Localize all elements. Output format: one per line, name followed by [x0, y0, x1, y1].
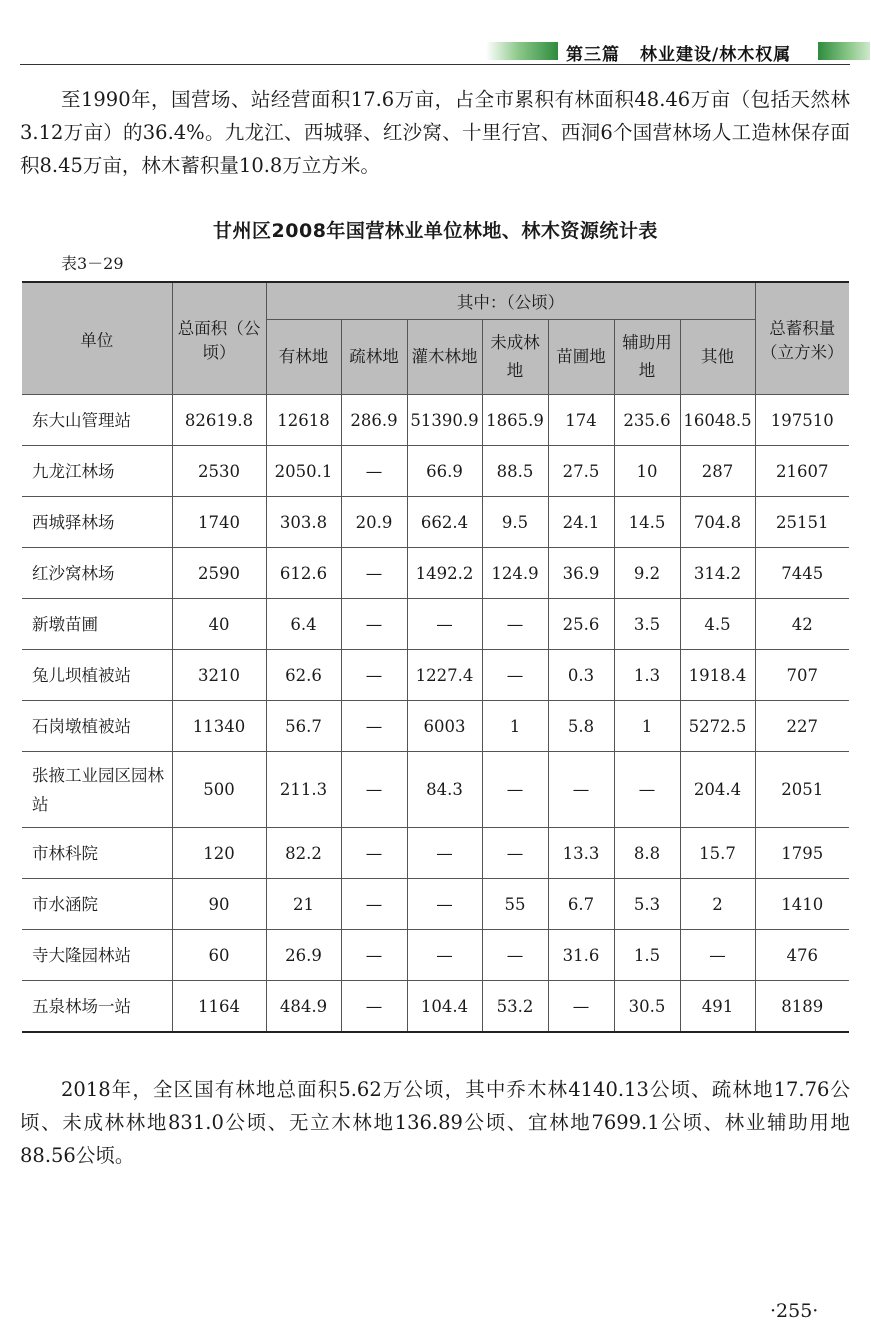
- cell-total-area: 11340: [172, 701, 266, 752]
- cell-total-area: 120: [172, 828, 266, 879]
- cell-volume: 1410: [755, 879, 849, 930]
- header-chapter: 林业建设/林木权属: [640, 45, 792, 65]
- cell-unforested: —: [482, 930, 548, 981]
- cell-sparse-forest: —: [341, 752, 407, 828]
- cell-sparse-forest: —: [341, 701, 407, 752]
- cell-other: 15.7: [680, 828, 755, 879]
- table-row: [22, 395, 849, 446]
- cell-unit: 寺大隆园林站: [22, 930, 172, 981]
- table-number: 表3－29: [61, 254, 124, 273]
- cell-nursery: 5.8: [548, 701, 614, 752]
- cell-unit: 张掖工业园区园林站: [22, 752, 172, 828]
- table-row: [22, 930, 849, 981]
- cell-unforested: —: [482, 599, 548, 650]
- cell-other: 287: [680, 446, 755, 497]
- cell-unforested: —: [482, 752, 548, 828]
- cell-nursery: 0.3: [548, 650, 614, 701]
- page-header: [20, 38, 850, 65]
- cell-volume: 7445: [755, 548, 849, 599]
- cell-volume: 197510: [755, 395, 849, 446]
- cell-auxiliary: 1: [614, 701, 680, 752]
- table-body: [22, 395, 849, 1033]
- cell-total-area: 1164: [172, 981, 266, 1033]
- cell-auxiliary: —: [614, 752, 680, 828]
- cell-shrub-forest: 662.4: [407, 497, 482, 548]
- table-row: [22, 650, 849, 701]
- cell-auxiliary: 14.5: [614, 497, 680, 548]
- cell-volume: 42: [755, 599, 849, 650]
- cell-unforested: 1865.9: [482, 395, 548, 446]
- cell-forest-land: 303.8: [266, 497, 341, 548]
- cell-unit: 新墩苗圃: [22, 599, 172, 650]
- cell-other: 491: [680, 981, 755, 1033]
- cell-unit: 九龙江林场: [22, 446, 172, 497]
- cell-unit: 红沙窝林场: [22, 548, 172, 599]
- cell-auxiliary: 10: [614, 446, 680, 497]
- cell-unforested: 88.5: [482, 446, 548, 497]
- cell-sparse-forest: 20.9: [341, 497, 407, 548]
- cell-total-area: 3210: [172, 650, 266, 701]
- cell-forest-land: 21: [266, 879, 341, 930]
- header-total-area: 总面积（公顷）: [172, 282, 266, 395]
- cell-unit: 石岗墩植被站: [22, 701, 172, 752]
- table-row: [22, 828, 849, 879]
- cell-total-area: 1740: [172, 497, 266, 548]
- cell-sparse-forest: —: [341, 650, 407, 701]
- cell-forest-land: 484.9: [266, 981, 341, 1033]
- cell-auxiliary: 30.5: [614, 981, 680, 1033]
- cell-nursery: 174: [548, 395, 614, 446]
- cell-shrub-forest: 84.3: [407, 752, 482, 828]
- cell-other: 5272.5: [680, 701, 755, 752]
- cell-unit: 五泉林场一站: [22, 981, 172, 1033]
- cell-unit: 市水涵院: [22, 879, 172, 930]
- cell-forest-land: 62.6: [266, 650, 341, 701]
- header-nursery: 苗圃地: [548, 320, 614, 395]
- table-row: [22, 599, 849, 650]
- cell-volume: 21607: [755, 446, 849, 497]
- cell-sparse-forest: —: [341, 446, 407, 497]
- cell-nursery: 31.6: [548, 930, 614, 981]
- table-row: [22, 879, 849, 930]
- cell-total-area: 2590: [172, 548, 266, 599]
- intro-paragraph: 至1990年，国营场、站经营面积17.6万亩，占全市累积有林面积48.46万亩（包括天然林3.12万亩）的36.4%。九龙江、西城驿、红沙窝、十里行宫、西洞6个国营林场人工造林保存面积8.45万亩，林木蓄积量10.8万立方米。: [20, 88, 850, 177]
- cell-unforested: 1: [482, 701, 548, 752]
- table-row: [22, 981, 849, 1033]
- cell-volume: 227: [755, 701, 849, 752]
- cell-sparse-forest: —: [341, 599, 407, 650]
- cell-total-area: 500: [172, 752, 266, 828]
- cell-forest-land: 2050.1: [266, 446, 341, 497]
- cell-other: 4.5: [680, 599, 755, 650]
- cell-sparse-forest: —: [341, 828, 407, 879]
- cell-total-area: 90: [172, 879, 266, 930]
- header-shrub-forest: 灌木林地: [407, 320, 482, 395]
- cell-total-area: 82619.8: [172, 395, 266, 446]
- cell-nursery: —: [548, 981, 614, 1033]
- cell-unit: 市林科院: [22, 828, 172, 879]
- cell-volume: 476: [755, 930, 849, 981]
- cell-unforested: 55: [482, 879, 548, 930]
- cell-shrub-forest: 1227.4: [407, 650, 482, 701]
- cell-nursery: 36.9: [548, 548, 614, 599]
- cell-other: 16048.5: [680, 395, 755, 446]
- cell-sparse-forest: —: [341, 930, 407, 981]
- cell-sparse-forest: —: [341, 981, 407, 1033]
- table-row: [22, 497, 849, 548]
- cell-total-area: 2530: [172, 446, 266, 497]
- cell-other: —: [680, 930, 755, 981]
- cell-volume: 1795: [755, 828, 849, 879]
- cell-unit: 东大山管理站: [22, 395, 172, 446]
- cell-nursery: —: [548, 752, 614, 828]
- cell-volume: 707: [755, 650, 849, 701]
- table-title: 甘州区2008年国营林业单位林地、林木资源统计表: [213, 220, 658, 242]
- cell-shrub-forest: 104.4: [407, 981, 482, 1033]
- cell-shrub-forest: 6003: [407, 701, 482, 752]
- cell-sparse-forest: 286.9: [341, 395, 407, 446]
- cell-auxiliary: 8.8: [614, 828, 680, 879]
- cell-shrub-forest: 51390.9: [407, 395, 482, 446]
- cell-auxiliary: 5.3: [614, 879, 680, 930]
- cell-other: 1918.4: [680, 650, 755, 701]
- cell-total-area: 40: [172, 599, 266, 650]
- cell-sparse-forest: —: [341, 548, 407, 599]
- cell-shrub-forest: —: [407, 828, 482, 879]
- page-number: ·255·: [770, 1300, 819, 1322]
- cell-volume: 2051: [755, 752, 849, 828]
- header-title: [566, 40, 791, 65]
- cell-forest-land: 612.6: [266, 548, 341, 599]
- cell-forest-land: 26.9: [266, 930, 341, 981]
- table-row: [22, 548, 849, 599]
- cell-forest-land: 211.3: [266, 752, 341, 828]
- cell-other: 204.4: [680, 752, 755, 828]
- cell-unforested: 124.9: [482, 548, 548, 599]
- header-unforested: 未成林地: [482, 320, 548, 395]
- cell-unforested: —: [482, 828, 548, 879]
- cell-unit: 西城驿林场: [22, 497, 172, 548]
- header-other: 其他: [680, 320, 755, 395]
- cell-other: 704.8: [680, 497, 755, 548]
- table-row: [22, 752, 849, 828]
- cell-forest-land: 6.4: [266, 599, 341, 650]
- cell-nursery: 24.1: [548, 497, 614, 548]
- cell-other: 314.2: [680, 548, 755, 599]
- cell-forest-land: 56.7: [266, 701, 341, 752]
- cell-shrub-forest: —: [407, 599, 482, 650]
- header-sparse-forest: 疏林地: [341, 320, 407, 395]
- cell-auxiliary: 235.6: [614, 395, 680, 446]
- cell-forest-land: 82.2: [266, 828, 341, 879]
- cell-volume: 25151: [755, 497, 849, 548]
- cell-other: 2: [680, 879, 755, 930]
- cell-forest-land: 12618: [266, 395, 341, 446]
- cell-auxiliary: 9.2: [614, 548, 680, 599]
- cell-nursery: 13.3: [548, 828, 614, 879]
- cell-auxiliary: 3.5: [614, 599, 680, 650]
- cell-unforested: —: [482, 650, 548, 701]
- header-unit: 单位: [22, 282, 172, 395]
- cell-unforested: 9.5: [482, 497, 548, 548]
- header-group: 其中：（公顷）: [266, 282, 755, 320]
- header-volume: 总蓄积量（立方米）: [755, 282, 849, 395]
- header-part: 第三篇: [566, 45, 620, 65]
- cell-volume: 8189: [755, 981, 849, 1033]
- cell-shrub-forest: 1492.2: [407, 548, 482, 599]
- header-auxiliary: 辅助用地: [614, 320, 680, 395]
- cell-total-area: 60: [172, 930, 266, 981]
- cell-shrub-forest: —: [407, 930, 482, 981]
- cell-auxiliary: 1.5: [614, 930, 680, 981]
- cell-shrub-forest: 66.9: [407, 446, 482, 497]
- header-forest-land: 有林地: [266, 320, 341, 395]
- cell-unforested: 53.2: [482, 981, 548, 1033]
- table-row: [22, 446, 849, 497]
- header-decor-bar-right: [818, 42, 870, 60]
- summary-paragraph: 2018年，全区国有林地总面积5.62万公顷，其中乔木林4140.13公顷、疏林地17.76公顷、未成林林地831.0公顷、无立木林地136.89公顷、宜林地7699.1公顷、林业辅助用地88.56公顷。: [20, 1078, 850, 1167]
- cell-unit: 兔儿坝植被站: [22, 650, 172, 701]
- cell-nursery: 27.5: [548, 446, 614, 497]
- header-decor-bar-left: [486, 42, 558, 60]
- forestry-resource-table: [22, 281, 849, 1033]
- cell-auxiliary: 1.3: [614, 650, 680, 701]
- cell-sparse-forest: —: [341, 879, 407, 930]
- table-row: [22, 701, 849, 752]
- cell-shrub-forest: —: [407, 879, 482, 930]
- cell-nursery: 6.7: [548, 879, 614, 930]
- cell-nursery: 25.6: [548, 599, 614, 650]
